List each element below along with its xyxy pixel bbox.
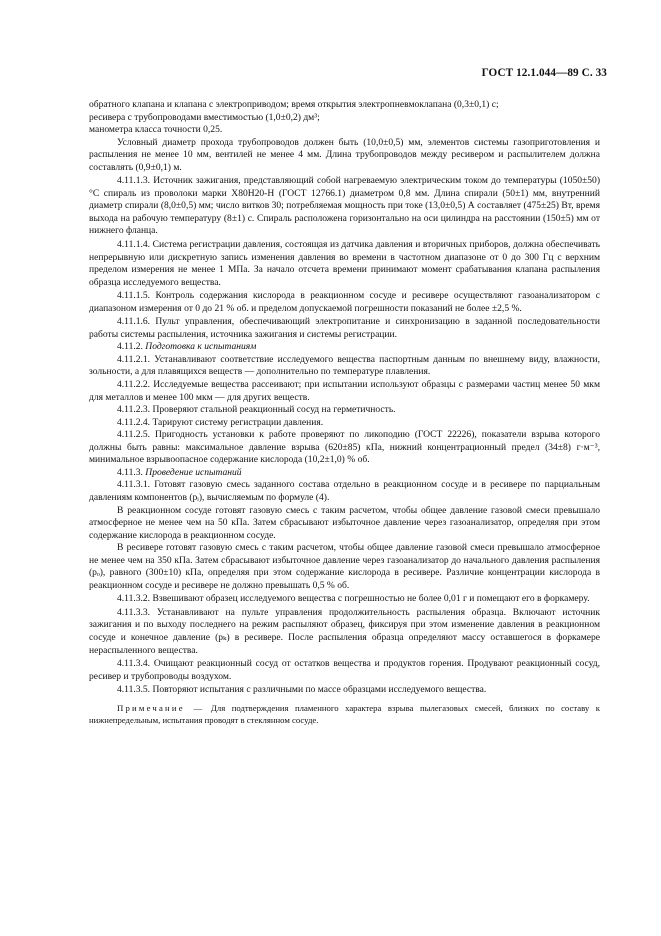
section-heading-testing: 4.11.3. Проведение испытаний (117, 466, 242, 478)
paragraph-4-11-3-5: 4.11.3.5. Повторяют испытания с различными по массе образцами исследуемого вещества. (117, 684, 487, 696)
paragraph: ресивера с трубопроводами вместимостью (1,0±0,2) дм³; (89, 111, 320, 123)
paragraph-4-11-1-6: 4.11.1.6. Пульт управления, обеспечивающий электропитание и синхронизацию в заданной последовательности работы системы распыления, источника зажигания и системы регистрации. (89, 316, 600, 340)
section-heading-preparation: 4.11.2. Подготовка к испытаниям (117, 341, 257, 353)
paragraph: Условный диаметр прохода трубопроводов должен быть (10,0±0,5) мм, элементов системы газоприготовления и распыления не менее 10 мм, вентилей не менее 4 мм. Длина трубопроводов между ресивером и распылителем должна составлять (0,9±0,1) м. (89, 136, 600, 173)
paragraph-4-11-1-5: 4.11.1.5. Контроль содержания кислорода в реакционном сосуде и ресивере осуществляют газоанализатором с диапазоном измерения от 0 до 21 % об. и пределом допускаемой погрешности показаний не более ±2,5 %. (89, 290, 600, 314)
paragraph-4-11-3-1: 4.11.3.1. Готовят газовую смесь заданного состава отдельно в реакционном сосуде и в ресивере по парциальным давлениям компонентов (рᵢ), вычисляемым по формуле (4). (89, 479, 600, 503)
paragraph-4-11-2-3: 4.11.2.3. Проверяют стальной реакционный сосуд на герметичность. (117, 404, 396, 416)
paragraph-4-11-1-3: 4.11.1.3. Источник зажигания, представляющий собой нагреваемую электрическим током до температуры (1050±50) °С спираль из проволоки марки Х80Н20-Н (ГОСТ 12766.1) диаметром 0,8 мм. Длина спирали (50±1) мм, внутренний диаметр спирали (8,0±0,5) мм; число витков 30; потребляемая мощность при токе (13,0±0,5) А составляет (475±25) Вт, время выхода на рабочую температуру (8±1) с. Спираль расположена горизонтально на оси цилиндра на расстоянии (150±5) мм от нижнего фланца. (89, 175, 600, 237)
page-header: ГОСТ 12.1.044—89 С. 33 (481, 67, 607, 79)
paragraph-4-11-2-2: 4.11.2.2. Исследуемые вещества рассеивают; при испытании используют образцы с размерами частиц менее 50 мкм для металлов и менее 100 мкм — для других веществ. (89, 379, 600, 403)
note-text: Для подтверждения пламенного характера взрыва пылегазовых смесей, близких по составу к нижнепредельным, испытания проводят в стеклянном сосуде. (89, 702, 600, 725)
document-body (89, 99, 600, 726)
paragraph-4-11-3-3: 4.11.3.3. Устанавливают на пульте управления продолжительность распыления образца. Включают источник зажигания и по выходу последнего на режим распыляют образец, фиксируя при этом изменение давления в реакционном сосуде и конечное давление (рₖ) в ресивере. После распыления образца определяют массу оставшегося в форкамере нераспыленного вещества. (89, 606, 600, 656)
note (89, 702, 600, 726)
paragraph: В ресивере готовят газовую смесь с таким расчетом, чтобы общее давление газовой смеси превышало атмосферное не менее чем на 350 кПа. Затем сбрасывают избыточное давление через газоанализатор до начального давления распыления (рₒ), равного (300±10) кПа, определяя при этом содержание кислорода в ресивере. Различие концентрации кислорода в реакционном сосуде и ресивере не должно превышать 0,5 % об. (89, 542, 600, 591)
paragraph-4-11-2-1: 4.11.2.1. Устанавливают соответствие исследуемого вещества паспортным данным по внешнему виду, влажности, зольности, а для плавящихся веществ — дополнительно по температуре плавления. (89, 353, 600, 378)
paragraph: В реакционном сосуде готовят газовую смесь с таким расчетом, чтобы общее давление газовой смеси превышало атмосферное не менее чем на 50 кПа. Затем сбрасывают избыточное давление через газоанализатор, определяя при этом содержание кислорода в реакционном сосуде. (89, 504, 600, 541)
paragraph-4-11-2-5: 4.11.2.5. Пригодность установки к работе проверяют по ликоподию (ГОСТ 22226), показатели взрыва которого должны быть равны: максимальное давление взрыва (620±85) кПа, нижний концентрационный предел (34±8) г·м⁻³, минимальное взрывоопасное содержание кислорода (10,2±1,0) % об. (89, 429, 600, 466)
paragraph-4-11-1-4: 4.11.1.4. Система регистрации давления, состоящая из датчика давления и вторичных приборов, должна обеспечивать непрерывную или дискретную запись изменения давления во времени в частотном диапазоне от 0 до 300 Гц с верхним пределом измерения не менее 1 МПа. За начало отсчета времени принимают момент срабатывания клапана распыления образца исследуемого вещества. (89, 239, 600, 288)
paragraph: манометра класса точности 0,25. (89, 124, 223, 136)
paragraph-4-11-3-4: 4.11.3.4. Очищают реакционный сосуд от остатков вещества и продуктов горения. Продувают реакционный сосуд, ресивер и трубопроводы воздухом. (89, 658, 600, 682)
paragraph-4-11-3-2: 4.11.3.2. Взвешивают образец исследуемого вещества с погрешностью не более 0,01 г и помещают его в форкамеру. (117, 593, 590, 605)
paragraph-4-11-2-4: 4.11.2.4. Тарируют систему регистрации давления. (117, 416, 324, 428)
paragraph: обратного клапана и клапана с электроприводом; время открытия электропневмоклапана (0,3±0,1) с; (89, 99, 499, 110)
note-label: Примечание — (117, 702, 205, 713)
